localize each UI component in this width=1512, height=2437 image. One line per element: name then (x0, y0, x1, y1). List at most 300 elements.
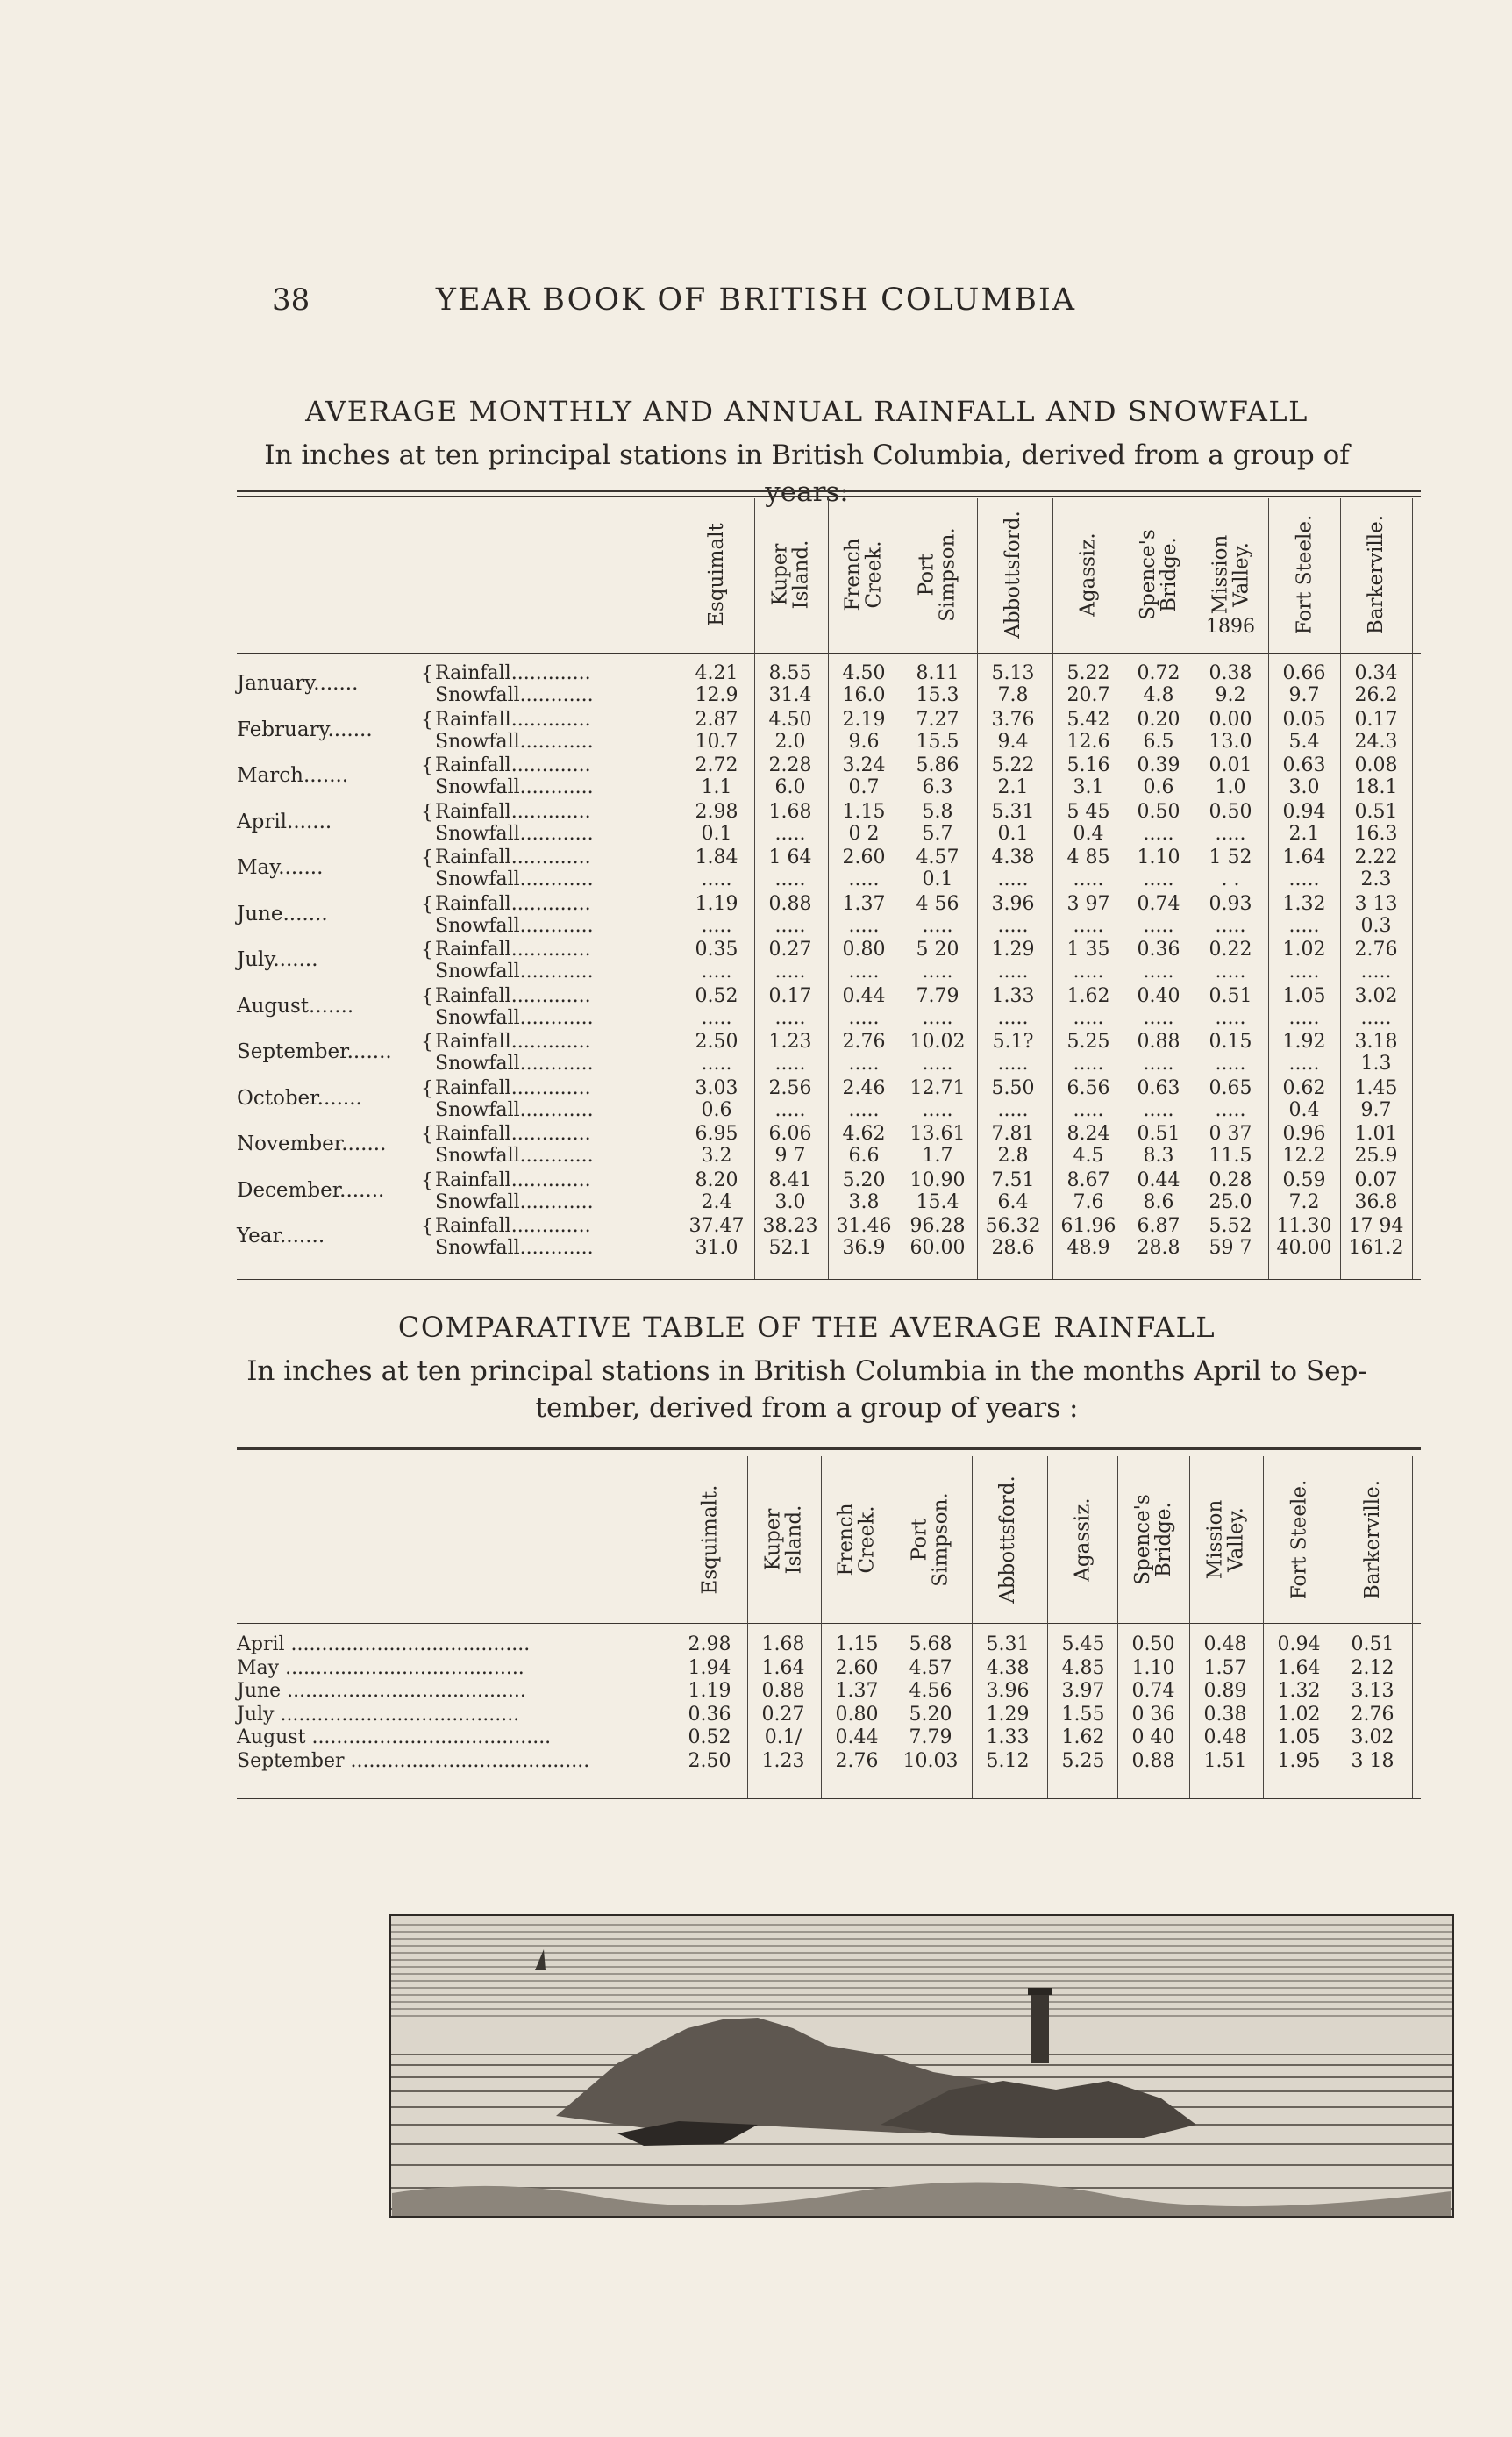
snowfall-value: ..... (701, 914, 732, 937)
column-header: Port Simpson. (909, 1492, 953, 1587)
snowfall-value: ..... (1073, 1006, 1104, 1029)
rainfall-value: 12.71 (909, 1076, 966, 1099)
snowfall-label: Snowfall............ (435, 684, 594, 706)
snowfall-value: 0.1 (922, 868, 953, 890)
rainfall-value: 7.79 (916, 984, 959, 1007)
brace: { (421, 1169, 433, 1192)
rainfall-value: 0.52 (688, 1726, 731, 1748)
rainfall-label: Rainfall............. (435, 800, 591, 823)
rainfall-value: 2.76 (1351, 1703, 1394, 1726)
snowfall-value: ..... (774, 868, 806, 890)
rainfall-value: 0.96 (1282, 1123, 1326, 1145)
snowfall-value: ..... (774, 961, 806, 983)
rainfall-value: 1 35 (1066, 939, 1110, 961)
rainfall-value: 0.80 (835, 1703, 879, 1726)
snowfall-value: 48.9 (1066, 1237, 1110, 1259)
rainfall-value: 0.27 (761, 1703, 805, 1726)
rainfall-value: 5.68 (909, 1633, 952, 1655)
snowfall-value: ..... (1288, 1053, 1320, 1075)
snowfall-label: Snowfall............ (435, 1237, 594, 1259)
rainfall-value: 0.89 (1203, 1680, 1247, 1702)
rainfall-value: 3.02 (1351, 1726, 1394, 1748)
rainfall-value: 1.19 (688, 1680, 731, 1702)
rainfall-label: Rainfall............. (435, 1123, 591, 1145)
rainfall-value: 4.57 (909, 1656, 952, 1679)
snowfall-value: 1.1 (701, 776, 732, 798)
snowfall-value: ..... (1143, 914, 1174, 937)
month-label: July....... (237, 948, 318, 971)
snowfall-value: ..... (922, 1053, 953, 1075)
rainfall-value: 0.93 (1209, 892, 1252, 915)
rainfall-value: 0.44 (842, 984, 886, 1007)
rainfall-value: 6.87 (1137, 1215, 1180, 1237)
rainfall-value: 0.28 (1209, 1168, 1252, 1191)
month-label: September ....................................... (237, 1749, 590, 1772)
rainfall-value: 0.65 (1209, 1076, 1252, 1099)
rainfall-value: 3.24 (842, 754, 886, 776)
rainfall-label: Rainfall............. (435, 1076, 591, 1099)
rainfall-label: Rainfall............. (435, 1031, 591, 1053)
rainfall-value: 3.97 (1061, 1680, 1105, 1702)
rainfall-value: 5 45 (1066, 800, 1110, 823)
snowfall-label: Snowfall............ (435, 1145, 594, 1167)
column-header: Abbottsford. (996, 1476, 1019, 1604)
rainfall-value: 2.46 (842, 1076, 886, 1099)
rainfall-label: Rainfall............. (435, 892, 591, 915)
rainfall-value: 7.27 (916, 708, 959, 731)
snowfall-value: 18.1 (1354, 776, 1398, 798)
month-label: June....... (237, 902, 328, 925)
rainfall-value: 0.63 (1282, 754, 1326, 776)
rainfall-value: 1.32 (1282, 892, 1326, 915)
snowfall-value: ..... (1143, 961, 1174, 983)
table-bottom-rule (237, 1279, 1421, 1280)
rainfall-value: 1.84 (695, 847, 738, 868)
table2-subtitle-line2: tember, derived from a group of years : (535, 1392, 1079, 1424)
rainfall-value: 5.86 (916, 754, 959, 776)
rainfall-value: 1.94 (688, 1656, 731, 1679)
snowfall-value: ..... (1073, 868, 1104, 890)
snowfall-value: 7.8 (997, 684, 1029, 706)
rainfall-value: 0.38 (1203, 1703, 1247, 1726)
table-bottom-rule (237, 1798, 1421, 1799)
rainfall-value: 1.19 (695, 892, 738, 915)
snowfall-value: 12.6 (1066, 730, 1110, 753)
snowfall-value: ..... (1360, 961, 1392, 983)
rainfall-value: 8.55 (768, 662, 812, 684)
header-rule (237, 1623, 1421, 1624)
rainfall-value: 2.76 (835, 1749, 879, 1772)
rainfall-label: Rainfall............. (435, 708, 591, 731)
snowfall-value: ..... (997, 961, 1029, 983)
rainfall-value: 5.12 (986, 1749, 1030, 1772)
month-label: April ....................................... (237, 1633, 531, 1655)
rainfall-value: 10.03 (902, 1749, 959, 1772)
rainfall-value: 0.72 (1137, 662, 1180, 684)
rainfall-value: 1.15 (835, 1633, 879, 1655)
snowfall-value: ..... (1215, 1006, 1246, 1029)
snowfall-value: 8.6 (1143, 1190, 1174, 1213)
rainfall-value: 5.13 (991, 662, 1035, 684)
snowfall-value: 0.3 (1360, 914, 1392, 937)
rainfall-value: 1.37 (835, 1680, 879, 1702)
column-header: Agassiz. (1077, 532, 1100, 617)
rainfall-label: Rainfall............. (435, 1215, 591, 1237)
rainfall-value: 1.64 (1282, 847, 1326, 868)
column-header: Kuper Island. (761, 1504, 805, 1575)
column-header: Agassiz. (1072, 1497, 1095, 1582)
snowfall-value: ..... (922, 961, 953, 983)
rainfall-value: 61.96 (1060, 1215, 1116, 1237)
snowfall-value: 36.8 (1354, 1190, 1398, 1213)
rainfall-value: 5.1? (992, 1031, 1034, 1053)
rainfall-value: 3.02 (1354, 984, 1398, 1007)
snowfall-value: ..... (1288, 961, 1320, 983)
snowfall-value: 24.3 (1354, 730, 1398, 753)
snowfall-value: 11.5 (1209, 1145, 1252, 1167)
rainfall-value: 0.48 (1203, 1633, 1247, 1655)
snowfall-value: 0.6 (1143, 776, 1174, 798)
brace: { (421, 801, 433, 824)
rainfall-value: 1.45 (1354, 1076, 1398, 1099)
month-label: Year....... (237, 1225, 325, 1247)
snowfall-value: 13.0 (1209, 730, 1252, 753)
brace: { (421, 755, 433, 777)
rainfall-value: 1.64 (1277, 1656, 1321, 1679)
rainfall-value: 4.50 (768, 708, 812, 731)
rainfall-value: 38.23 (762, 1215, 818, 1237)
snowfall-value: 0.7 (848, 776, 880, 798)
month-label: September....... (237, 1040, 392, 1063)
snowfall-value: 6.5 (1143, 730, 1174, 753)
snowfall-value: 3.8 (848, 1190, 880, 1213)
rainfall-value: 5.31 (991, 800, 1035, 823)
rainfall-value: 2.28 (768, 754, 812, 776)
rainfall-value: 4.38 (991, 847, 1035, 868)
rainfall-value: 6.06 (768, 1123, 812, 1145)
rainfall-value: 5.20 (909, 1703, 952, 1726)
column-header: Port Simpson. (916, 527, 960, 622)
snowfall-value: ..... (1215, 1098, 1246, 1121)
rainfall-value: 5.50 (991, 1076, 1035, 1099)
rainfall-value: 0.17 (768, 984, 812, 1007)
rainfall-value: 5.22 (991, 754, 1035, 776)
snowfall-value: 6.0 (774, 776, 806, 798)
rainfall-value: 5.8 (922, 800, 953, 823)
column-header: Mission Valley. (1203, 1499, 1247, 1580)
snowfall-value: 25.0 (1209, 1190, 1252, 1213)
snowfall-value: ..... (922, 1006, 953, 1029)
rainfall-value: 37.47 (688, 1215, 745, 1237)
rainfall-snowfall-table (237, 490, 1421, 1281)
rainfall-value: 5.52 (1209, 1215, 1252, 1237)
snowfall-value: 12.9 (695, 684, 738, 706)
rainfall-value: 31.46 (836, 1215, 892, 1237)
snowfall-label: Snowfall............ (435, 1190, 594, 1213)
rainfall-value: 1.68 (761, 1633, 805, 1655)
rainfall-value: 0.94 (1277, 1633, 1321, 1655)
rainfall-value: 1.33 (991, 984, 1035, 1007)
rainfall-value: 0.52 (695, 984, 738, 1007)
snowfall-value: 16.0 (842, 684, 886, 706)
snowfall-value: 15.5 (916, 730, 959, 753)
rainfall-label: Rainfall............. (435, 754, 591, 776)
rainfall-value: 0.44 (835, 1726, 879, 1748)
header-rule (237, 653, 1421, 654)
rainfall-value: 0.50 (1137, 800, 1180, 823)
column-header: Fort Steele. (1287, 1479, 1311, 1600)
rainfall-label: Rainfall............. (435, 984, 591, 1007)
snowfall-label: Snowfall............ (435, 822, 594, 845)
snowfall-label: Snowfall............ (435, 730, 594, 753)
rainfall-value: 1.23 (761, 1749, 805, 1772)
page-header (0, 282, 1512, 326)
rainfall-value: 5.16 (1066, 754, 1110, 776)
rainfall-value: 3 13 (1354, 892, 1398, 915)
rainfall-value: 1.33 (986, 1726, 1030, 1748)
rainfall-value: 10.02 (909, 1031, 966, 1053)
rainfall-value: 2.98 (688, 1633, 731, 1655)
rainfall-value: 0.88 (768, 892, 812, 915)
brace: { (421, 663, 433, 685)
rainfall-value: 56.32 (985, 1215, 1041, 1237)
brace: { (421, 940, 433, 961)
rainfall-value: 1.10 (1131, 1656, 1175, 1679)
column-header: Mission Valley. (1209, 534, 1252, 615)
rainfall-value: 1 64 (768, 847, 812, 868)
month-label: June ....................................... (237, 1680, 526, 1702)
snowfall-value: 2.0 (774, 730, 806, 753)
rainfall-value: 0.34 (1354, 662, 1398, 684)
rainfall-value: 5.25 (1061, 1749, 1105, 1772)
snowfall-value: ..... (701, 961, 732, 983)
rainfall-value: 0.88 (761, 1680, 805, 1702)
rainfall-value: 4.38 (986, 1656, 1030, 1679)
snowfall-value: ..... (1143, 1006, 1174, 1029)
snowfall-value: ..... (701, 868, 732, 890)
rainfall-value: 1.57 (1203, 1656, 1247, 1679)
rainfall-value: 2.72 (695, 754, 738, 776)
rainfall-value: 0.44 (1137, 1168, 1180, 1191)
rainfall-value: 0.63 (1137, 1076, 1180, 1099)
snowfall-value: ..... (1215, 914, 1246, 937)
rainfall-value: 0.48 (1203, 1726, 1247, 1748)
snowfall-value: ..... (922, 914, 953, 937)
snowfall-value: 15.3 (916, 684, 959, 706)
rainfall-value: 11.30 (1276, 1215, 1332, 1237)
rainfall-label: Rainfall............. (435, 939, 591, 961)
rainfall-value: 0.01 (1209, 754, 1252, 776)
snowfall-value: ..... (848, 868, 880, 890)
snowfall-value: 9.7 (1360, 1098, 1392, 1121)
rainfall-value: 1.68 (768, 800, 812, 823)
rainfall-value: 0.05 (1282, 708, 1326, 731)
rainfall-value: 0.62 (1282, 1076, 1326, 1099)
snowfall-value: ..... (1073, 1053, 1104, 1075)
snowfall-value: 26.2 (1354, 684, 1398, 706)
month-label: April....... (237, 810, 332, 833)
snowfall-label: Snowfall............ (435, 1006, 594, 1029)
rainfall-value: 3 18 (1351, 1749, 1394, 1772)
table2-subtitle-line1: In inches at ten principal stations in British Columbia in the months April to Sep- (246, 1355, 1367, 1387)
running-title: YEAR BOOK OF BRITISH COLUMBIA (435, 282, 1077, 318)
rainfall-value: 4.57 (916, 847, 959, 868)
snowfall-value: 6.6 (848, 1145, 880, 1167)
snowfall-value: 0 2 (848, 822, 880, 845)
snowfall-value: ..... (1360, 1006, 1392, 1029)
rainfall-value: 1.55 (1061, 1703, 1105, 1726)
rainfall-value: 0 40 (1131, 1726, 1175, 1748)
table-top-rule-2 (237, 496, 1421, 497)
snowfall-value: ..... (922, 1098, 953, 1121)
snowfall-value: 16.3 (1354, 822, 1398, 845)
rainfall-value: 0.22 (1209, 939, 1252, 961)
coastal-lighthouse-illustration (389, 1914, 1454, 2218)
snowfall-value: ..... (1073, 1098, 1104, 1121)
snowfall-value: ..... (701, 1006, 732, 1029)
rainfall-value: 0.80 (842, 939, 886, 961)
rainfall-value: 0.51 (1137, 1123, 1180, 1145)
rainfall-value: 4 85 (1066, 847, 1110, 868)
rainfall-label: Rainfall............. (435, 847, 591, 868)
table-top-rule (237, 490, 1421, 492)
column-header: French Creek. (842, 538, 887, 611)
rainfall-value: 2.19 (842, 708, 886, 731)
column-header: Abbottsford. (1002, 511, 1024, 639)
month-label: December....... (237, 1178, 385, 1202)
snowfall-value: ..... (1215, 822, 1246, 845)
month-label: November....... (237, 1133, 387, 1155)
snowfall-value: 0.1 (997, 822, 1029, 845)
rainfall-label: Rainfall............. (435, 1168, 591, 1191)
rainfall-value: 0.50 (1131, 1633, 1175, 1655)
snowfall-label: Snowfall............ (435, 776, 594, 798)
snowfall-value: 9.7 (1288, 684, 1320, 706)
snowfall-value: 9 7 (774, 1145, 806, 1167)
rainfall-value: 5.25 (1066, 1031, 1110, 1053)
snowfall-label: Snowfall............ (435, 961, 594, 983)
rainfall-value: 0.88 (1137, 1031, 1180, 1053)
rainfall-value: 0.15 (1209, 1031, 1252, 1053)
rainfall-value: 5.22 (1066, 662, 1110, 684)
snowfall-value: ..... (997, 868, 1029, 890)
rainfall-value: 0.51 (1351, 1633, 1394, 1655)
rainfall-value: 0.36 (688, 1703, 731, 1726)
snowfall-value: 31.0 (695, 1237, 738, 1259)
snowfall-value: 0.1 (701, 822, 732, 845)
snowfall-value: 9.6 (848, 730, 880, 753)
snowfall-value: 36.9 (842, 1237, 886, 1259)
rainfall-value: 4.50 (842, 662, 886, 684)
rainfall-value: 8.67 (1066, 1168, 1110, 1191)
snowfall-value: ..... (997, 1098, 1029, 1121)
snowfall-value: ..... (848, 1098, 880, 1121)
table1-subtitle: In inches at ten principal stations in British Columbia, derived from a group of years: (264, 440, 1350, 508)
snowfall-value: 3.2 (701, 1145, 732, 1167)
snowfall-value: 5.4 (1288, 730, 1320, 753)
rainfall-value: 0.94 (1282, 800, 1326, 823)
rainfall-value: 5.20 (842, 1168, 886, 1191)
rainfall-value: 17 94 (1348, 1215, 1404, 1237)
snowfall-value: ..... (997, 1006, 1029, 1029)
snowfall-value: 2.4 (701, 1190, 732, 1213)
rainfall-value: 0.38 (1209, 662, 1252, 684)
snowfall-value: ..... (1143, 868, 1174, 890)
snowfall-value: 9.2 (1215, 684, 1246, 706)
snowfall-value: 2.1 (997, 776, 1029, 798)
rainfall-value: 0.27 (768, 939, 812, 961)
month-label: October....... (237, 1086, 362, 1110)
rainfall-value: 0.51 (1354, 800, 1398, 823)
rainfall-value: 1.01 (1354, 1123, 1398, 1145)
snowfall-value: ..... (774, 822, 806, 845)
rainfall-value: 1.05 (1277, 1726, 1321, 1748)
rainfall-value: 8.11 (916, 662, 959, 684)
snowfall-value: 3.0 (1288, 776, 1320, 798)
comparative-rainfall-table (237, 1447, 1421, 1800)
rainfall-value: 0.66 (1282, 662, 1326, 684)
snowfall-value: ..... (774, 1098, 806, 1121)
brace: { (421, 1077, 433, 1100)
snowfall-value: ..... (1288, 1006, 1320, 1029)
snowfall-value: ..... (1215, 961, 1246, 983)
snowfall-value: 4.5 (1073, 1145, 1104, 1167)
rainfall-value: 10.90 (909, 1168, 966, 1191)
snowfall-value: ..... (1143, 1053, 1174, 1075)
column-header: Fort Steele. (1293, 514, 1316, 635)
rainfall-value: 3 97 (1066, 892, 1110, 915)
month-label: August ....................................... (237, 1726, 552, 1748)
rainfall-value: 2.22 (1354, 847, 1398, 868)
snowfall-value: ..... (1143, 1098, 1174, 1121)
brace: { (421, 985, 433, 1008)
snowfall-value: 31.4 (768, 684, 812, 706)
table1-title: AVERAGE MONTHLY AND ANNUAL RAINFALL AND SNOWFALL (305, 395, 1309, 428)
rainfall-value: 96.28 (909, 1215, 966, 1237)
rainfall-value: 0.36 (1137, 939, 1180, 961)
snowfall-value: 10.7 (695, 730, 738, 753)
snowfall-label: Snowfall............ (435, 868, 594, 890)
rainfall-value: 1.15 (842, 800, 886, 823)
rainfall-value: 1.02 (1277, 1703, 1321, 1726)
snowfall-value: 2.3 (1360, 868, 1392, 890)
snowfall-value: ..... (848, 1006, 880, 1029)
month-label: February....... (237, 718, 373, 741)
month-label: July ....................................... (237, 1703, 520, 1726)
rainfall-value: 2.50 (695, 1031, 738, 1053)
rainfall-value: 8.24 (1066, 1123, 1110, 1145)
rainfall-value: 0 36 (1131, 1703, 1175, 1726)
rainfall-value: 1.64 (761, 1656, 805, 1679)
snowfall-label: Snowfall............ (435, 914, 594, 937)
rainfall-value: 2.76 (842, 1031, 886, 1053)
snowfall-value: . . (1221, 868, 1240, 890)
rainfall-value: 1.10 (1137, 847, 1180, 868)
snowfall-value: 6.4 (997, 1190, 1029, 1213)
rainfall-value: 4.21 (695, 662, 738, 684)
rainfall-value: 5.42 (1066, 708, 1110, 731)
snowfall-value: 4.8 (1143, 684, 1174, 706)
rainfall-value: 1.62 (1066, 984, 1110, 1007)
snowfall-value: 0.6 (701, 1098, 732, 1121)
rainfall-value: 2.87 (695, 708, 738, 731)
rainfall-value: 0.07 (1354, 1168, 1398, 1191)
snowfall-value: ..... (848, 961, 880, 983)
brace: { (421, 893, 433, 916)
snowfall-label: Snowfall............ (435, 1053, 594, 1075)
snowfall-label: Snowfall............ (435, 1098, 594, 1121)
rainfall-value: 1.05 (1282, 984, 1326, 1007)
